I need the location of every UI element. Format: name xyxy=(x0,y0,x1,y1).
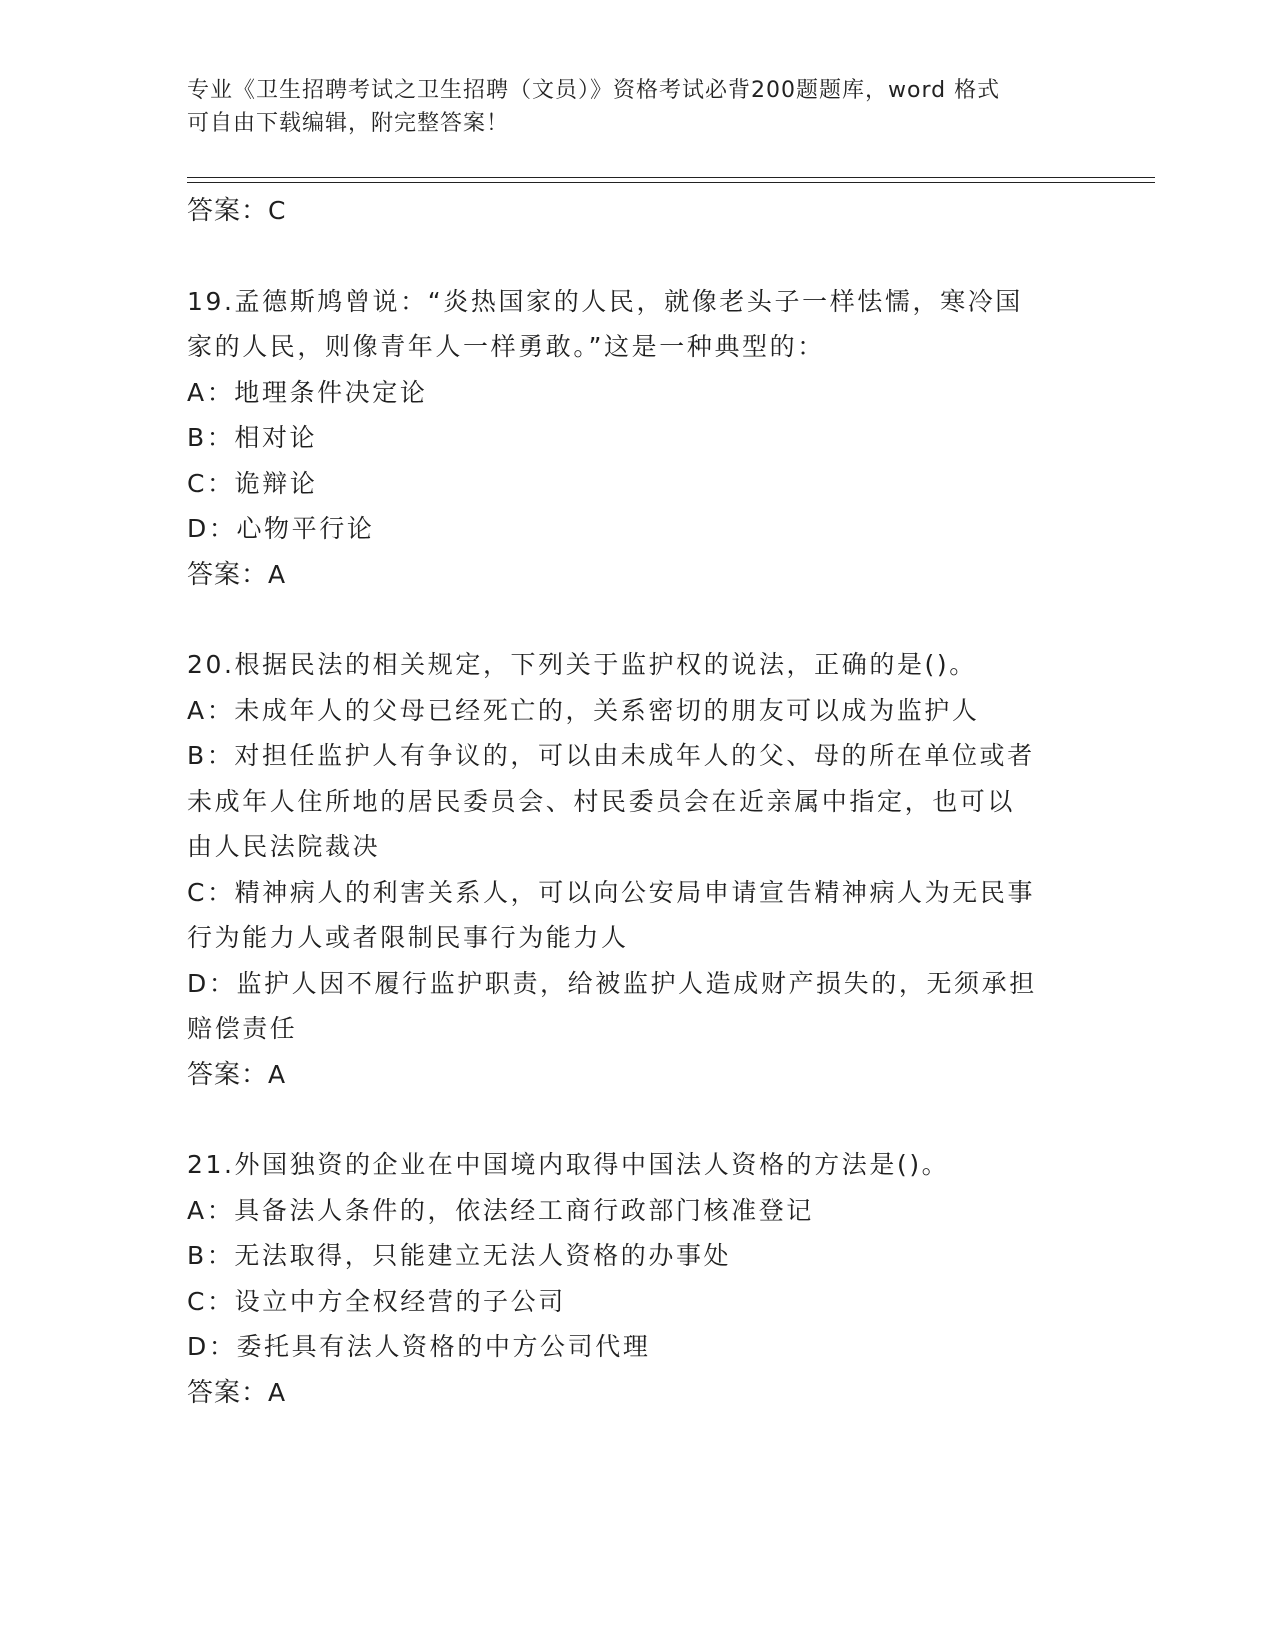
answer-label: 答案： xyxy=(187,1059,269,1090)
header-line-1: 专业《卫生招聘考试之卫生招聘（文员）》资格考试必背200题题库，word 格式 xyxy=(187,78,1001,103)
answer-label: 答案： xyxy=(187,1377,269,1408)
option-c: C：设立中方全权经营的子公司 xyxy=(187,1286,566,1316)
question-stem: 19.孟德斯鸠曾说：“炎热国家的人民，就像老头子一样怯懦，寒冷国 xyxy=(187,286,1023,316)
question-21 xyxy=(187,1142,1087,1416)
option-d: D：心物平行论 xyxy=(187,514,375,543)
option-d: D：监护人因不履行监护职责，给被监护人造成财产损失的，无须承担 xyxy=(187,968,1037,998)
option-b-continued: 未成年人住所地的居民委员会、村民委员会在近亲属中指定，也可以 xyxy=(187,786,1016,816)
option-b: B：对担任监护人有争议的，可以由未成年人的父、母的所在单位或者 xyxy=(187,741,1035,770)
answer-value: A xyxy=(268,559,287,589)
answer-value: A xyxy=(268,1059,287,1089)
document-body xyxy=(187,188,1087,1416)
option-d: D：委托具有法人资格的中方公司代理 xyxy=(187,1332,651,1361)
option-b-continued: 由人民法院裁决 xyxy=(187,832,381,861)
header-line-2: 可自由下载编辑，附完整答案！ xyxy=(187,111,510,136)
option-c: C：诡辩论 xyxy=(187,468,318,498)
question-stem: 21.外国独资的企业在中国境内取得中国法人资格的方法是()。 xyxy=(187,1150,950,1179)
document-header xyxy=(187,74,1067,140)
answer-label: 答案： xyxy=(187,196,269,226)
question-stem: 20.根据民法的相关规定，下列关于监护权的说法，正确的是()。 xyxy=(187,650,977,679)
question-19 xyxy=(187,279,1087,599)
option-a: A：地理条件决定论 xyxy=(187,377,428,407)
option-c-continued: 行为能力人或者限制民事行为能力人 xyxy=(187,923,629,952)
option-c: C：精神病人的利害关系人，可以向公安局申请宣告精神病人为无民事 xyxy=(187,877,1036,907)
question-stem: 家的人民，则像青年人一样勇敢。”这是一种典型的： xyxy=(187,332,825,361)
answer-label: 答案： xyxy=(187,559,269,590)
question-20 xyxy=(187,642,1087,1098)
answer-19 xyxy=(187,552,1087,599)
option-a: A：未成年人的父母已经死亡的，关系密切的朋友可以成为监护人 xyxy=(187,695,980,725)
header-divider-top xyxy=(187,177,1155,178)
answer-18 xyxy=(187,188,1087,235)
answer-value: C xyxy=(268,196,287,225)
header-divider-bottom xyxy=(187,182,1155,183)
option-b: B：无法取得，只能建立无法人资格的办事处 xyxy=(187,1241,732,1270)
option-a: A：具备法人条件的，依法经工商行政部门核准登记 xyxy=(187,1195,814,1225)
answer-21 xyxy=(187,1370,1087,1417)
option-b: B：相对论 xyxy=(187,423,318,452)
answer-20 xyxy=(187,1052,1087,1099)
option-d-continued: 赔偿责任 xyxy=(187,1014,298,1043)
answer-value: A xyxy=(268,1377,287,1407)
